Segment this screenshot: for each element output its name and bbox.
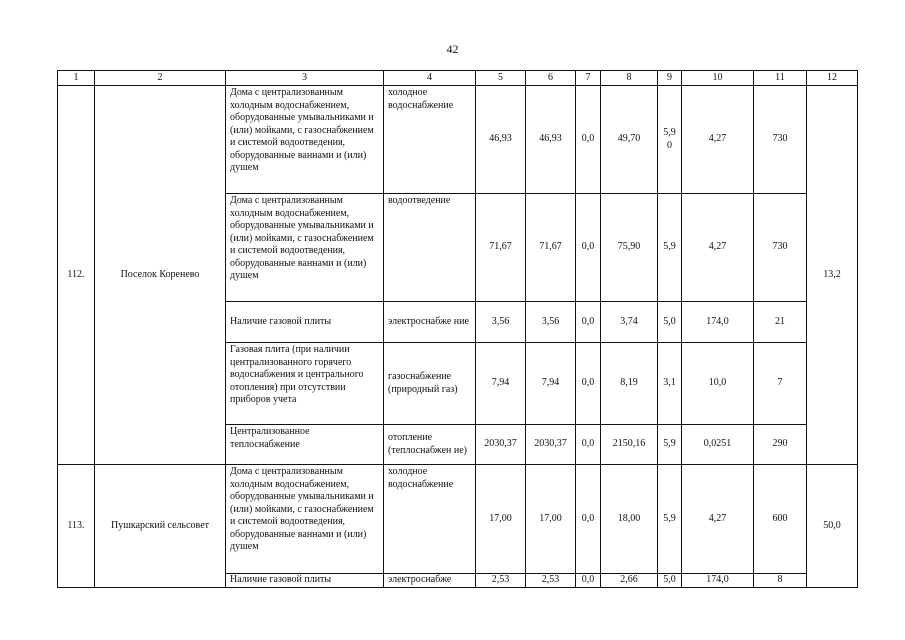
value-col8: 2,66	[601, 574, 658, 588]
value-col8: 49,70	[601, 86, 658, 194]
column-number: 9	[658, 71, 682, 86]
value-col11: 600	[754, 465, 807, 574]
value-col10: 4,27	[682, 194, 754, 302]
value-col6: 2,53	[526, 574, 576, 588]
tariff-table	[57, 70, 858, 588]
table-row	[58, 465, 858, 574]
row-id: 113.	[58, 465, 95, 588]
column-number: 6	[526, 71, 576, 86]
page-number: 42	[446, 42, 459, 56]
service-type: отопление (теплоснабжен ие)	[384, 425, 476, 465]
housing-description: Дома с централизованным холодным водоснабжением, оборудованные умывальниками и (или) мойками, с газоснабжением и системой водоотведения, оборудованные ваннами и (или) душем	[226, 465, 384, 574]
value-col5: 71,67	[476, 194, 526, 302]
column-number: 2	[95, 71, 226, 86]
row-id: 112.	[58, 86, 95, 465]
value-col10: 4,27	[682, 86, 754, 194]
housing-description: Дома с централизованным холодным водоснабжением, оборудованные умывальниками и (или) мойками, с газоснабжением и системой водоотведения, оборудованные ваннами и (или) душем	[226, 86, 384, 194]
value-col8: 75,90	[601, 194, 658, 302]
housing-description: Наличие газовой плиты	[226, 302, 384, 343]
value-col11: 8	[754, 574, 807, 588]
column-number: 12	[807, 71, 858, 86]
value-col6: 17,00	[526, 465, 576, 574]
column-number: 4	[384, 71, 476, 86]
value-col5: 46,93	[476, 86, 526, 194]
value-col11: 730	[754, 194, 807, 302]
value-col6: 7,94	[526, 343, 576, 425]
value-col10: 4,27	[682, 465, 754, 574]
value-col7: 0,0	[576, 86, 601, 194]
group-total: 50,0	[807, 465, 858, 588]
value-col9: 5,0	[658, 574, 682, 588]
group-total: 13,2	[807, 86, 858, 465]
column-number: 11	[754, 71, 807, 86]
housing-description: Централизованное теплоснабжение	[226, 425, 384, 465]
service-type: газоснабжение (природный газ)	[384, 343, 476, 425]
locality-name: Поселок Коренево	[95, 86, 226, 465]
value-col8: 3,74	[601, 302, 658, 343]
value-col10: 174,0	[682, 302, 754, 343]
value-col7: 0,0	[576, 194, 601, 302]
value-col8: 18,00	[601, 465, 658, 574]
value-col9: 5,0	[658, 302, 682, 343]
column-number: 5	[476, 71, 526, 86]
service-type: электроснабже	[384, 574, 476, 588]
value-col11: 7	[754, 343, 807, 425]
housing-description: Наличие газовой плиты	[226, 574, 384, 588]
value-col8: 8,19	[601, 343, 658, 425]
value-col6: 2030,37	[526, 425, 576, 465]
column-number: 3	[226, 71, 384, 86]
value-col9: 3,1	[658, 343, 682, 425]
value-col5: 17,00	[476, 465, 526, 574]
value-col5: 2,53	[476, 574, 526, 588]
column-number: 10	[682, 71, 754, 86]
service-type: холодное водоснабжение	[384, 465, 476, 574]
value-col10: 0,0251	[682, 425, 754, 465]
value-col11: 730	[754, 86, 807, 194]
service-type: электроснабже ние	[384, 302, 476, 343]
column-number: 1	[58, 71, 95, 86]
column-number: 7	[576, 71, 601, 86]
service-type: водоотведение	[384, 194, 476, 302]
value-col6: 3,56	[526, 302, 576, 343]
value-col5: 2030,37	[476, 425, 526, 465]
value-col7: 0,0	[576, 425, 601, 465]
value-col10: 174,0	[682, 574, 754, 588]
value-col6: 46,93	[526, 86, 576, 194]
column-number-row	[58, 71, 858, 86]
housing-description: Дома с централизованным холодным водоснабжением, оборудованные умывальниками и (или) мойками, с газоснабжением и системой водоотведения, оборудованные ваннами и (или) душем	[226, 194, 384, 302]
column-number: 8	[601, 71, 658, 86]
value-col9: 5,9	[658, 465, 682, 574]
table-row	[58, 86, 858, 194]
locality-name: Пушкарский сельсовет	[95, 465, 226, 588]
value-col8: 2150,16	[601, 425, 658, 465]
value-col9: 5,9 0	[658, 86, 682, 194]
value-col9: 5,9	[658, 425, 682, 465]
value-col6: 71,67	[526, 194, 576, 302]
value-col5: 7,94	[476, 343, 526, 425]
service-type: холодное водоснабжение	[384, 86, 476, 194]
value-col5: 3,56	[476, 302, 526, 343]
value-col7: 0,0	[576, 574, 601, 588]
value-col7: 0,0	[576, 465, 601, 574]
value-col7: 0,0	[576, 302, 601, 343]
value-col9: 5,9	[658, 194, 682, 302]
value-col11: 21	[754, 302, 807, 343]
housing-description: Газовая плита (при наличии централизованного горячего водоснабжения и центрального отопления) при отсутствии приборов учета	[226, 343, 384, 425]
value-col11: 290	[754, 425, 807, 465]
value-col10: 10,0	[682, 343, 754, 425]
value-col7: 0,0	[576, 343, 601, 425]
